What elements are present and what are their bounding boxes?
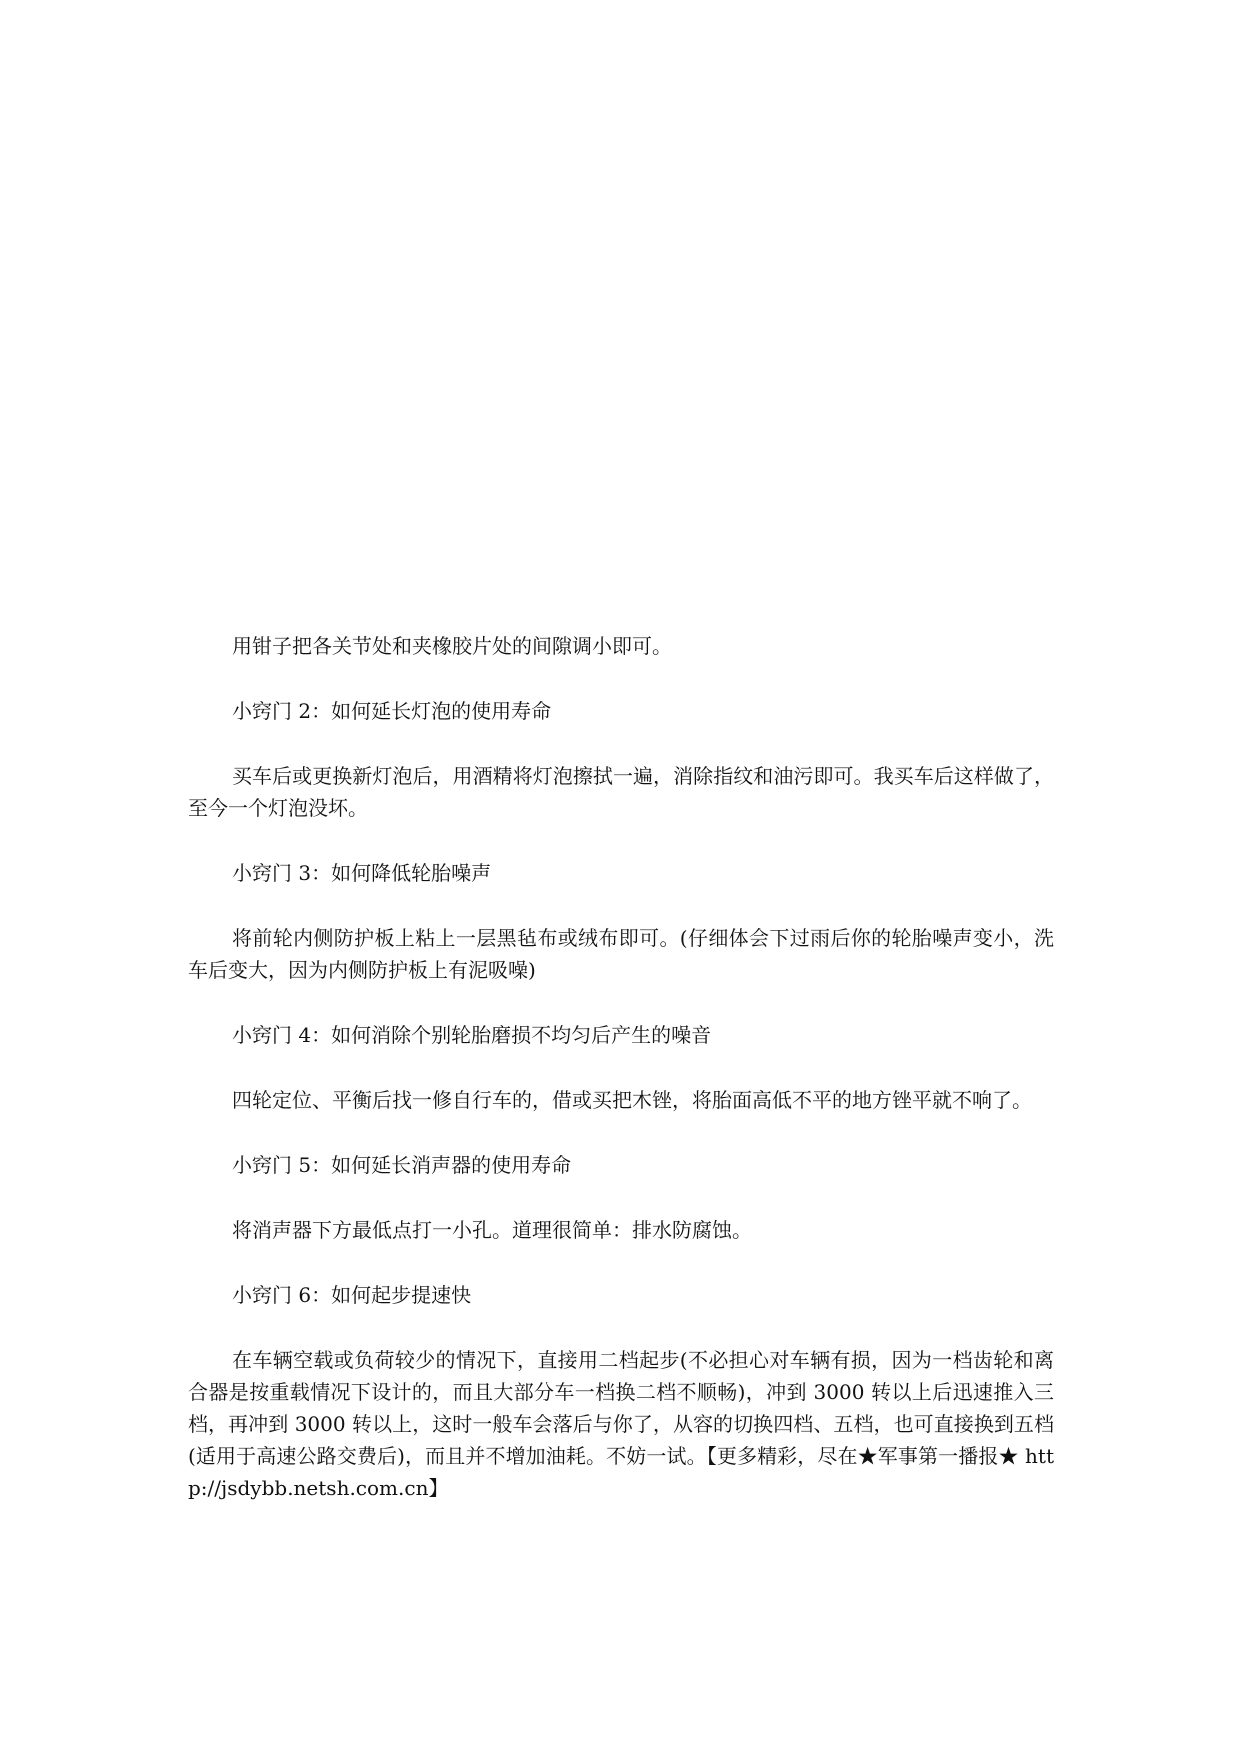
tip-2-heading: 小窍门 2：如何延长灯泡的使用寿命 <box>232 699 552 723</box>
document-body <box>188 630 1054 1504</box>
tip-2-body: 买车后或更换新灯泡后，用酒精将灯泡擦拭一遍，消除指纹和油污即可。我买车后这样做了，至今一个灯泡没坏。 <box>188 764 1054 820</box>
tip-3-heading: 小窍门 3：如何降低轮胎噪声 <box>232 861 492 885</box>
tip-4-heading: 小窍门 4：如何消除个别轮胎磨损不均匀后产生的噪音 <box>232 1023 712 1047</box>
tip-3-body: 将前轮内侧防护板上粘上一层黑毡布或绒布即可。(仔细体会下过雨后你的轮胎噪声变小，洗车后变大，因为内侧防护板上有泥吸噪) <box>188 926 1054 982</box>
paragraph-intro: 用钳子把各关节处和夹橡胶片处的间隙调小即可。 <box>232 634 672 658</box>
tip-5-body: 将消声器下方最低点打一小孔。道理很简单：排水防腐蚀。 <box>232 1218 752 1242</box>
tip-6-heading: 小窍门 6：如何起步提速快 <box>232 1283 472 1307</box>
tip-5-heading: 小窍门 5：如何延长消声器的使用寿命 <box>232 1153 572 1177</box>
tip-4-body: 四轮定位、平衡后找一修自行车的，借或买把木锉，将胎面高低不平的地方锉平就不响了。 <box>232 1088 1032 1112</box>
tip-6-body: 在车辆空载或负荷较少的情况下，直接用二档起步(不必担心对车辆有损，因为一档齿轮和离合器是按重载情况下设计的，而且大部分车一档换二档不顺畅)，冲到 3000 转以上后迅速推入三档，再冲到 3000 转以上，这时一般车会落后与你了，从容的切换四档、五档，也可直接换到五档(适用于高速公路交费后)，而且并不增加油耗。不妨一试。【更多精彩，尽在★军事第一播报★ http://jsdybb.netsh.com.cn】 <box>188 1348 1054 1500</box>
